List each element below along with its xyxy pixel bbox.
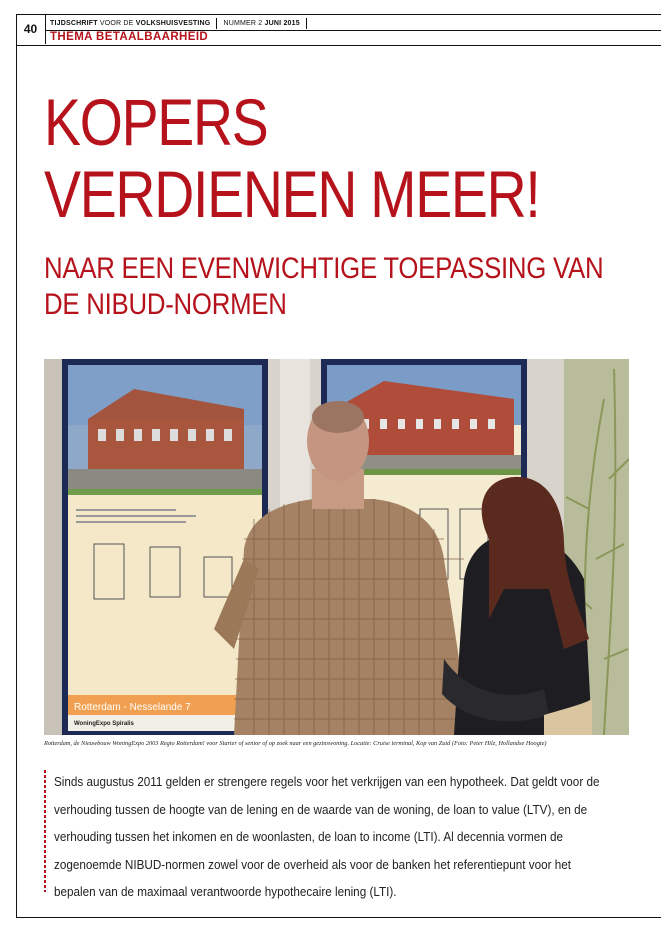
subtitle-line-2: DE NIBUD-NORMEN [44,288,287,321]
body-line: verhouding tussen het inkomen en de woonlasten, de loan to income (LTI). Al decennia vormen de [54,829,564,845]
header-separator-2 [306,18,307,29]
header-separator [216,18,217,29]
issue-number: NUMMER 2 [223,19,263,27]
poster-brand: WoningExpo Spiralis [74,721,134,727]
title-line-1: KOPERS [44,85,268,159]
footer-rule [16,917,661,918]
photo-caption: Rotterdam, de Nieuwbouw WoningExpo 2003 Regio Rotterdam! voor Starter of senior of op zoek naar een gezinswoning. Locatie: Cruise terminal, Kop van Zuid (Foto: Peter Hilz, Hollandse Hoogte) [44,740,547,747]
body-line: verhouding tussen de hoogte van de lening en de waarde van de woning, de loan to value (LTV), en de [54,801,588,817]
page-number: 40 [16,14,46,44]
body-line: zogenoemde NIBUD-normen zowel voor de overheid als voor de banken het referentiepunt voor het [54,856,572,872]
journal-name-part3: VOLKSHUISVESTING [135,19,211,27]
journal-name-part1: TIJDSCHRIFT [50,19,98,27]
section-theme: THEMA BETAALBAARHEID [50,31,209,43]
title-line-2: VERDIENEN MEER! [44,157,540,231]
journal-line [50,17,313,29]
journal-name-part2: VOOR DE [97,19,136,27]
poster-banner: Rotterdam - Nesselande 7 [74,702,191,713]
left-margin-rule [16,44,17,918]
subtitle-line-1: NAAR EEN EVENWICHTIGE TOEPASSING VAN [44,252,604,285]
issue-date: JUNI 2015 [264,19,300,27]
body-text [54,768,612,906]
body-accent-rule [44,770,46,892]
body-line: bepalen van de maximaal verantwoorde hypothecaire lening (LTI). [54,884,397,900]
body-line: Sinds augustus 2011 gelden er strengere regels voor het verkrijgen van een hypotheek. Dat geldt voor de [54,774,600,789]
article-photo [44,359,629,735]
article-title [44,86,649,230]
article-subtitle [44,251,646,323]
photo-illustration [44,359,629,735]
